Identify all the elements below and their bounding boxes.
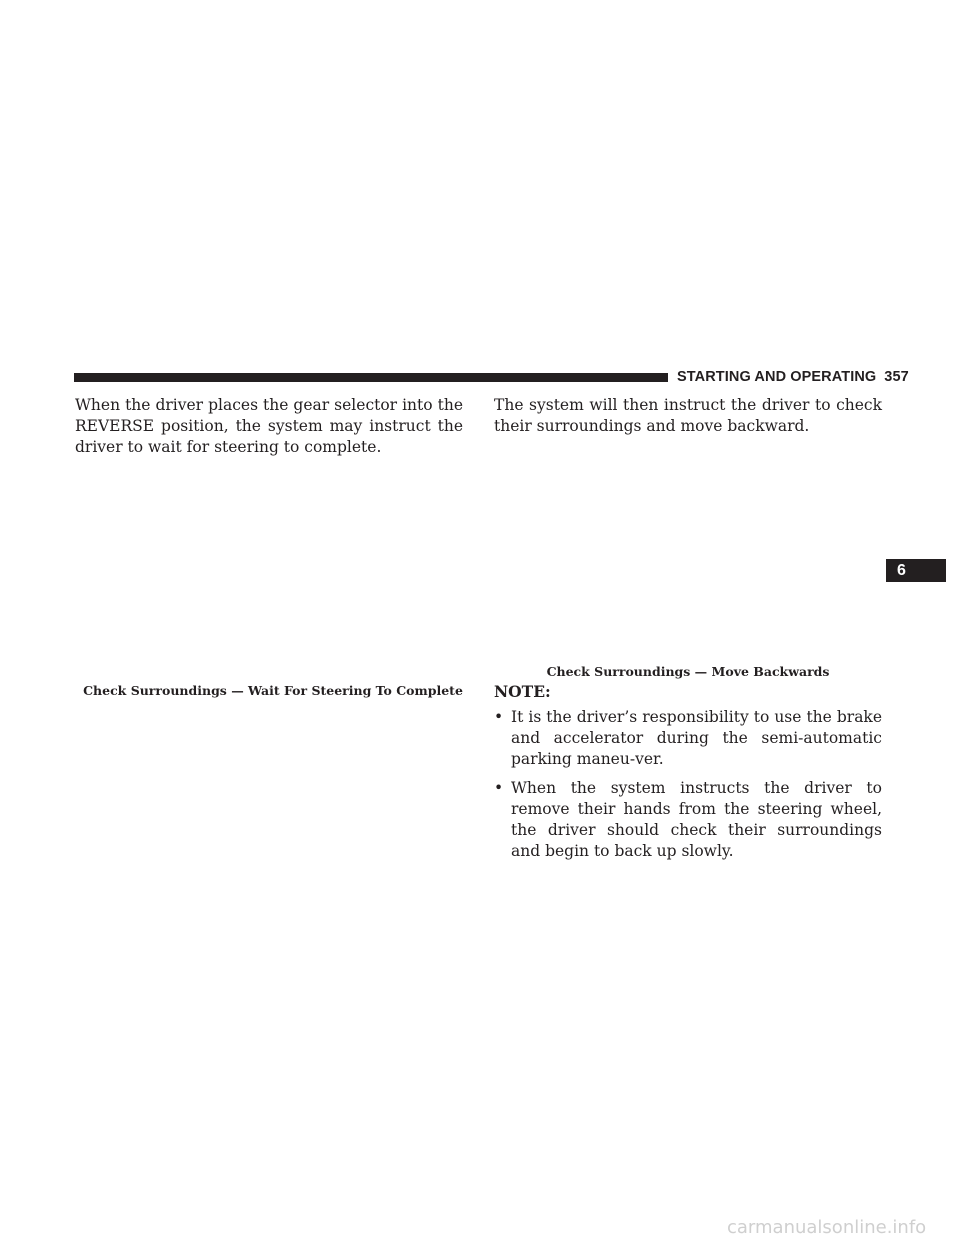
header-rule bbox=[74, 373, 668, 382]
figure-caption-right: Check Surroundings — Move Backwards bbox=[546, 664, 830, 679]
left-paragraph: When the driver places the gear selector into the REVERSE position, the system may instruct the driver to wait for steering to complete. bbox=[75, 396, 463, 456]
right-paragraph: The system will then instruct the driver to check their surroundings and move backward. bbox=[494, 396, 882, 435]
figure-caption-left: Check Surroundings — Wait For Steering To Complete bbox=[83, 683, 463, 698]
bullet-text: It is the driver’s responsibility to use the brake and accelerator during the semi-automatic parking maneu-ver. bbox=[511, 708, 882, 768]
bullet-icon: • bbox=[494, 779, 504, 797]
bullet-icon: • bbox=[494, 708, 504, 726]
list-item bbox=[494, 707, 882, 770]
note-heading: NOTE: bbox=[494, 682, 551, 701]
page-number: 357 bbox=[884, 369, 909, 385]
bullet-text: When the system instructs the driver to remove their hands from the steering wheel, the driver should check their surroundings and begin to back up slowly. bbox=[511, 779, 882, 860]
running-header bbox=[677, 368, 909, 386]
figure-move-backwards bbox=[494, 440, 882, 658]
watermark: carmanualsonline.info bbox=[727, 1217, 927, 1238]
list-item bbox=[494, 778, 882, 862]
figure-wait-for-steering bbox=[75, 460, 463, 678]
section-title: STARTING AND OPERATING bbox=[677, 369, 877, 385]
note-bullet-list bbox=[494, 707, 882, 870]
chapter-tab[interactable]: 6 bbox=[886, 559, 946, 582]
